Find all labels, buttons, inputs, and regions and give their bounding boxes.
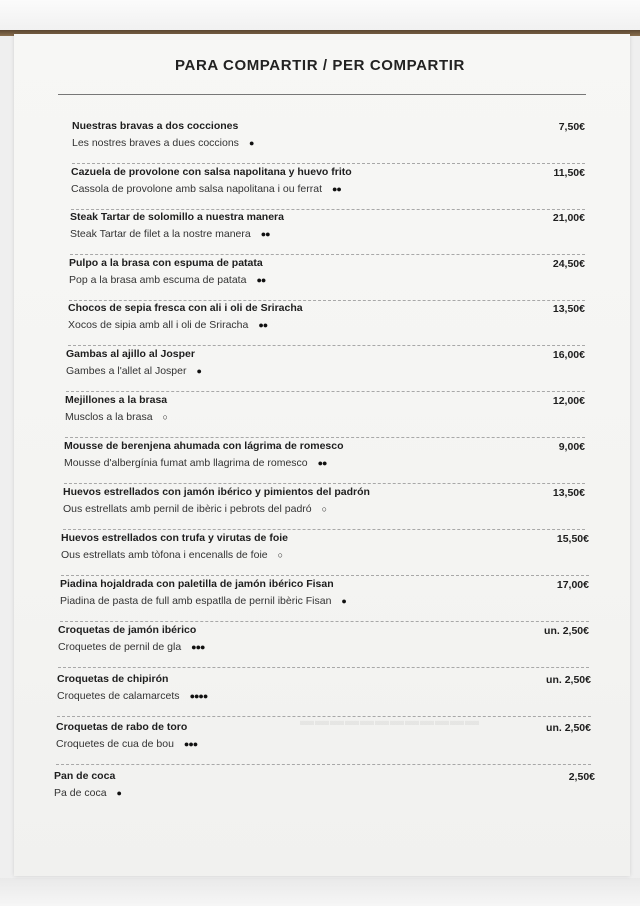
allergen-icons: ●● (256, 275, 266, 285)
menu-item (61, 532, 589, 574)
dotted-divider (70, 254, 585, 255)
allergen-icons: ●● (260, 229, 270, 239)
dish-name: Pulpo a la brasa con espuma de patata (69, 257, 263, 269)
allergen-icons: ●● (258, 320, 268, 330)
dotted-divider (63, 529, 585, 530)
dish-price: 12,00€ (552, 395, 585, 407)
dish-name: Croquetas de rabo de toro (56, 721, 188, 733)
menu-item (68, 302, 585, 344)
dish-name: Huevos estrellados con trufa y virutas de foie (61, 532, 288, 544)
menu-item (64, 440, 585, 482)
allergen-icons: ●● (317, 458, 327, 468)
dish-price: 9,00€ (558, 441, 585, 453)
allergen-icons: ● (196, 366, 201, 376)
allergen-icons: ● (248, 138, 254, 148)
dish-subtitle: Ous estrellats amb tòfona i encenalls de foie (61, 549, 268, 561)
dotted-divider (66, 391, 585, 392)
dish-subtitle: Pa de coca (54, 787, 107, 799)
menu-item (63, 486, 585, 528)
dish-price: 7,50€ (558, 121, 585, 133)
dish-subtitle: Musclos a la brasa (65, 411, 153, 423)
dish-price: 13,50€ (552, 303, 585, 315)
dotted-divider (69, 300, 585, 301)
dish-subtitle: Croquetes de pernil de gla (58, 641, 182, 653)
dotted-divider (57, 716, 591, 717)
photo-background-bottom (0, 878, 640, 906)
menu-item (66, 348, 585, 390)
dotted-divider (72, 163, 585, 164)
dish-subtitle: Cassola de provolone amb salsa napolitana i ou ferrat (71, 183, 322, 195)
menu-item (65, 394, 585, 436)
dish-name: Croquetas de jamón ibérico (58, 624, 197, 636)
dish-price: 2,50€ (568, 771, 595, 783)
menu-title: PARA COMPARTIR / PER COMPARTIR (175, 57, 465, 74)
dish-price: 16,00€ (552, 349, 585, 361)
allergen-icons: ● (341, 596, 346, 606)
dish-name: Nuestras bravas a dos cocciones (72, 120, 239, 132)
menu-item (69, 257, 585, 299)
dotted-divider (60, 621, 589, 622)
dish-name: Gambas al ajillo al Josper (66, 348, 195, 360)
allergen-icons: ●● (332, 184, 341, 194)
dish-subtitle: Mousse d'albergínia fumat amb llagrima de romesco (64, 457, 308, 469)
dish-subtitle: Gambes a l'allet al Josper (66, 365, 187, 377)
dish-subtitle: Xocos de sipia amb all i oli de Sriracha (68, 319, 249, 331)
allergen-icons: ○ (162, 412, 167, 422)
title-divider (58, 94, 586, 95)
dish-price: 11,50€ (553, 167, 585, 179)
menu-item (72, 120, 585, 162)
menu-item (60, 578, 589, 620)
menu-item (71, 166, 585, 208)
dotted-divider (56, 764, 591, 765)
dish-name: Piadina hojaldrada con paletilla de jamón ibérico Fisan (60, 578, 334, 590)
dish-name: Cazuela de provolone con salsa napolitana y huevo frito (71, 166, 352, 178)
dotted-divider (68, 345, 585, 346)
dish-name: Pan de coca (54, 770, 116, 782)
dish-price: 24,50€ (552, 258, 585, 270)
dish-subtitle: Pop a la brasa amb escuma de patata (69, 274, 247, 286)
dish-price: 13,50€ (552, 487, 585, 499)
dish-price: un. 2,50€ (546, 674, 591, 686)
dish-name: Steak Tartar de solomillo a nuestra manera (70, 211, 284, 223)
menu-item (58, 624, 589, 666)
dish-name: Mousse de berenjena ahumada con lágrima de romesco (64, 440, 344, 452)
dish-subtitle: Ous estrellats amb pernil de ibèric i pebrots del padró (63, 503, 312, 515)
dish-name: Mejillones a la brasa (65, 394, 168, 406)
allergen-icons: ●●● (183, 739, 198, 749)
photo-background-top (0, 0, 640, 30)
dish-price: un. 2,50€ (544, 625, 589, 637)
dish-subtitle: Croquetes de calamarcets (57, 690, 180, 702)
dish-price: un. 2,50€ (546, 722, 591, 734)
dotted-divider (58, 667, 589, 668)
allergen-icons: ●●● (191, 642, 205, 652)
dish-name: Croquetas de chipirón (57, 673, 169, 685)
menu-item (57, 673, 591, 715)
menu-item (56, 721, 591, 763)
dish-name: Huevos estrellados con jamón ibérico y pimientos del padrón (63, 486, 370, 498)
dish-price: 15,50€ (556, 533, 589, 545)
dish-price: 21,00€ (552, 212, 585, 224)
dish-subtitle: Steak Tartar de filet a la nostre manera (70, 228, 251, 240)
dotted-divider (65, 437, 585, 438)
dish-subtitle: Piadina de pasta de full amb espatlla de pernil ibèric Fisan (60, 595, 332, 607)
show-through-shadow: ▬▬▬▬▬▬▬▬▬▬▬▬ (300, 712, 480, 728)
dish-price: 17,00€ (556, 579, 589, 591)
dotted-divider (61, 575, 589, 576)
allergen-icons: ○ (277, 550, 283, 560)
allergen-icons: ●●●● (189, 691, 208, 701)
allergen-icons: ● (116, 788, 121, 798)
menu-item (70, 211, 585, 253)
dish-subtitle: Croquetes de cua de bou (56, 738, 174, 750)
dish-name: Chocos de sepia fresca con ali i oli de Sriracha (68, 302, 303, 314)
dotted-divider (64, 483, 585, 484)
allergen-icons: ○ (321, 504, 327, 514)
menu-item (54, 770, 595, 812)
dotted-divider (71, 209, 585, 210)
dish-subtitle: Les nostres braves a dues coccions (72, 137, 239, 149)
